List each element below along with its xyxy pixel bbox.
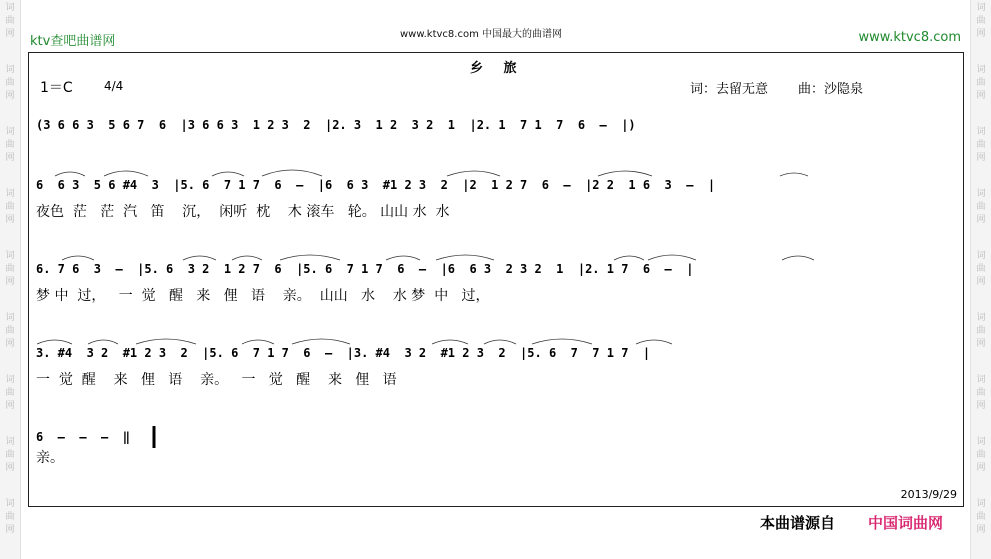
- watermark-char: 词: [5, 251, 15, 261]
- source-label: 本曲谱源自: [760, 514, 836, 532]
- watermark-char: 曲: [5, 140, 15, 150]
- watermark-char: 网: [976, 463, 986, 473]
- watermark-char: 网: [5, 401, 15, 411]
- watermark-char: 曲: [5, 202, 15, 212]
- watermark-char: 词: [5, 375, 15, 385]
- watermark-char: 网: [5, 153, 15, 163]
- watermark-char: 曲: [5, 450, 15, 460]
- site-slogan: www.ktvc8.com 中国最大的曲谱网: [400, 29, 563, 40]
- watermark-char: 网: [976, 153, 986, 163]
- notation-line-1: 6 6 3 5 6 #4 3 |5. 6 7 1 7 6 — |6 6 3 #1 2 3 2 |2 1 2 7 6 — |2 2 1 6 3 — |: [36, 178, 716, 192]
- time-signature: 4/4: [104, 79, 124, 93]
- watermark-char: 曲: [5, 78, 15, 88]
- watermark-char: 词: [5, 189, 15, 199]
- lyric-line-4: 亲。: [36, 450, 64, 466]
- watermark-char: 曲: [5, 512, 15, 522]
- watermark-char: 网: [976, 525, 986, 535]
- date-stamp: 2013/9/29: [900, 488, 957, 501]
- source-site-link[interactable]: 中国词曲网: [868, 514, 944, 532]
- watermark-char: 词: [976, 437, 986, 447]
- watermark-char: 网: [976, 215, 986, 225]
- watermark-char: 曲: [5, 326, 15, 336]
- key-signature: 1＝C: [40, 80, 73, 96]
- watermark-char: 词: [5, 437, 15, 447]
- watermark-char: 曲: [976, 78, 986, 88]
- song-title: 乡 旅: [470, 61, 525, 76]
- watermark-char: 曲: [5, 16, 15, 26]
- watermark-char: 曲: [5, 264, 15, 274]
- watermark-char: 词: [976, 251, 986, 261]
- watermark-char: 词: [5, 65, 15, 75]
- watermark-char: 网: [5, 339, 15, 349]
- watermark-char: 词: [976, 313, 986, 323]
- watermark-char: 网: [976, 401, 986, 411]
- watermark-char: 曲: [976, 140, 986, 150]
- watermark-char: 词: [5, 127, 15, 137]
- watermark-char: 曲: [5, 388, 15, 398]
- notation-line-2: 6. 7 6 3 — |5. 6 3 2 1 2 7 6 |5. 6 7 1 7 6 — |6 6 3 2 3 2 1 |2. 1 7 6 — |: [36, 262, 694, 276]
- watermark-char: 词: [5, 3, 15, 13]
- watermark-char: 词: [976, 189, 986, 199]
- watermark-char: 词: [5, 313, 15, 323]
- watermark-char: 词: [5, 499, 15, 509]
- watermark-char: 曲: [976, 326, 986, 336]
- notation-line-3: 3. #4 3 2 #1 2 3 2 |5. 6 7 1 7 6 — |3. #4 3 2 #1 2 3 2 |5. 6 7 7 1 7 |: [36, 346, 651, 360]
- watermark-char: 网: [5, 29, 15, 39]
- watermark-char: 网: [976, 91, 986, 101]
- watermark-char: 网: [5, 91, 15, 101]
- lyric-line-1: 夜色 茫 茫 汽 笛 沉， 闲听 枕 木 滚车 轮。 山山 水 水: [36, 204, 450, 220]
- notation-line-intro: (3 6 6 3 5 6 7 6 |3 6 6 3 1 2 3 2 |2. 3 1 2 3 2 1 |2. 1 7 1 7 6 — |): [36, 118, 636, 132]
- lyricist: 词：去留无意: [690, 82, 769, 97]
- watermark-char: 曲: [976, 16, 986, 26]
- lyric-line-2: 梦 中 过， 一 觉 醒 来 俚 语 亲。 山山 水 水 梦 中 过，: [36, 288, 490, 304]
- watermark-char: 网: [5, 463, 15, 473]
- watermark-char: 词: [976, 3, 986, 13]
- notation-line-4: 6 — — — ‖: [36, 430, 130, 444]
- watermark-char: 网: [5, 525, 15, 535]
- watermark-char: 词: [976, 127, 986, 137]
- watermark-char: 曲: [976, 264, 986, 274]
- watermark-char: 曲: [976, 202, 986, 212]
- watermark-char: 词: [976, 499, 986, 509]
- watermark-char: 曲: [976, 512, 986, 522]
- watermark-char: 网: [5, 277, 15, 287]
- watermark-char: 曲: [976, 450, 986, 460]
- watermark-char: 词: [976, 375, 986, 385]
- watermark-char: 网: [976, 277, 986, 287]
- watermark-char: 曲: [976, 388, 986, 398]
- watermark-char: 词: [976, 65, 986, 75]
- watermark-char: 网: [5, 215, 15, 225]
- lyric-line-3: 一 觉 醒 来 俚 语 亲。 一 觉 醒 来 俚 语: [36, 372, 397, 388]
- brand-left[interactable]: ktv查吧曲谱网: [30, 34, 116, 49]
- composer: 曲：沙隐泉: [798, 82, 864, 97]
- watermark-char: 网: [976, 339, 986, 349]
- watermark-char: 网: [976, 29, 986, 39]
- brand-right[interactable]: www.ktvc8.com: [858, 30, 961, 45]
